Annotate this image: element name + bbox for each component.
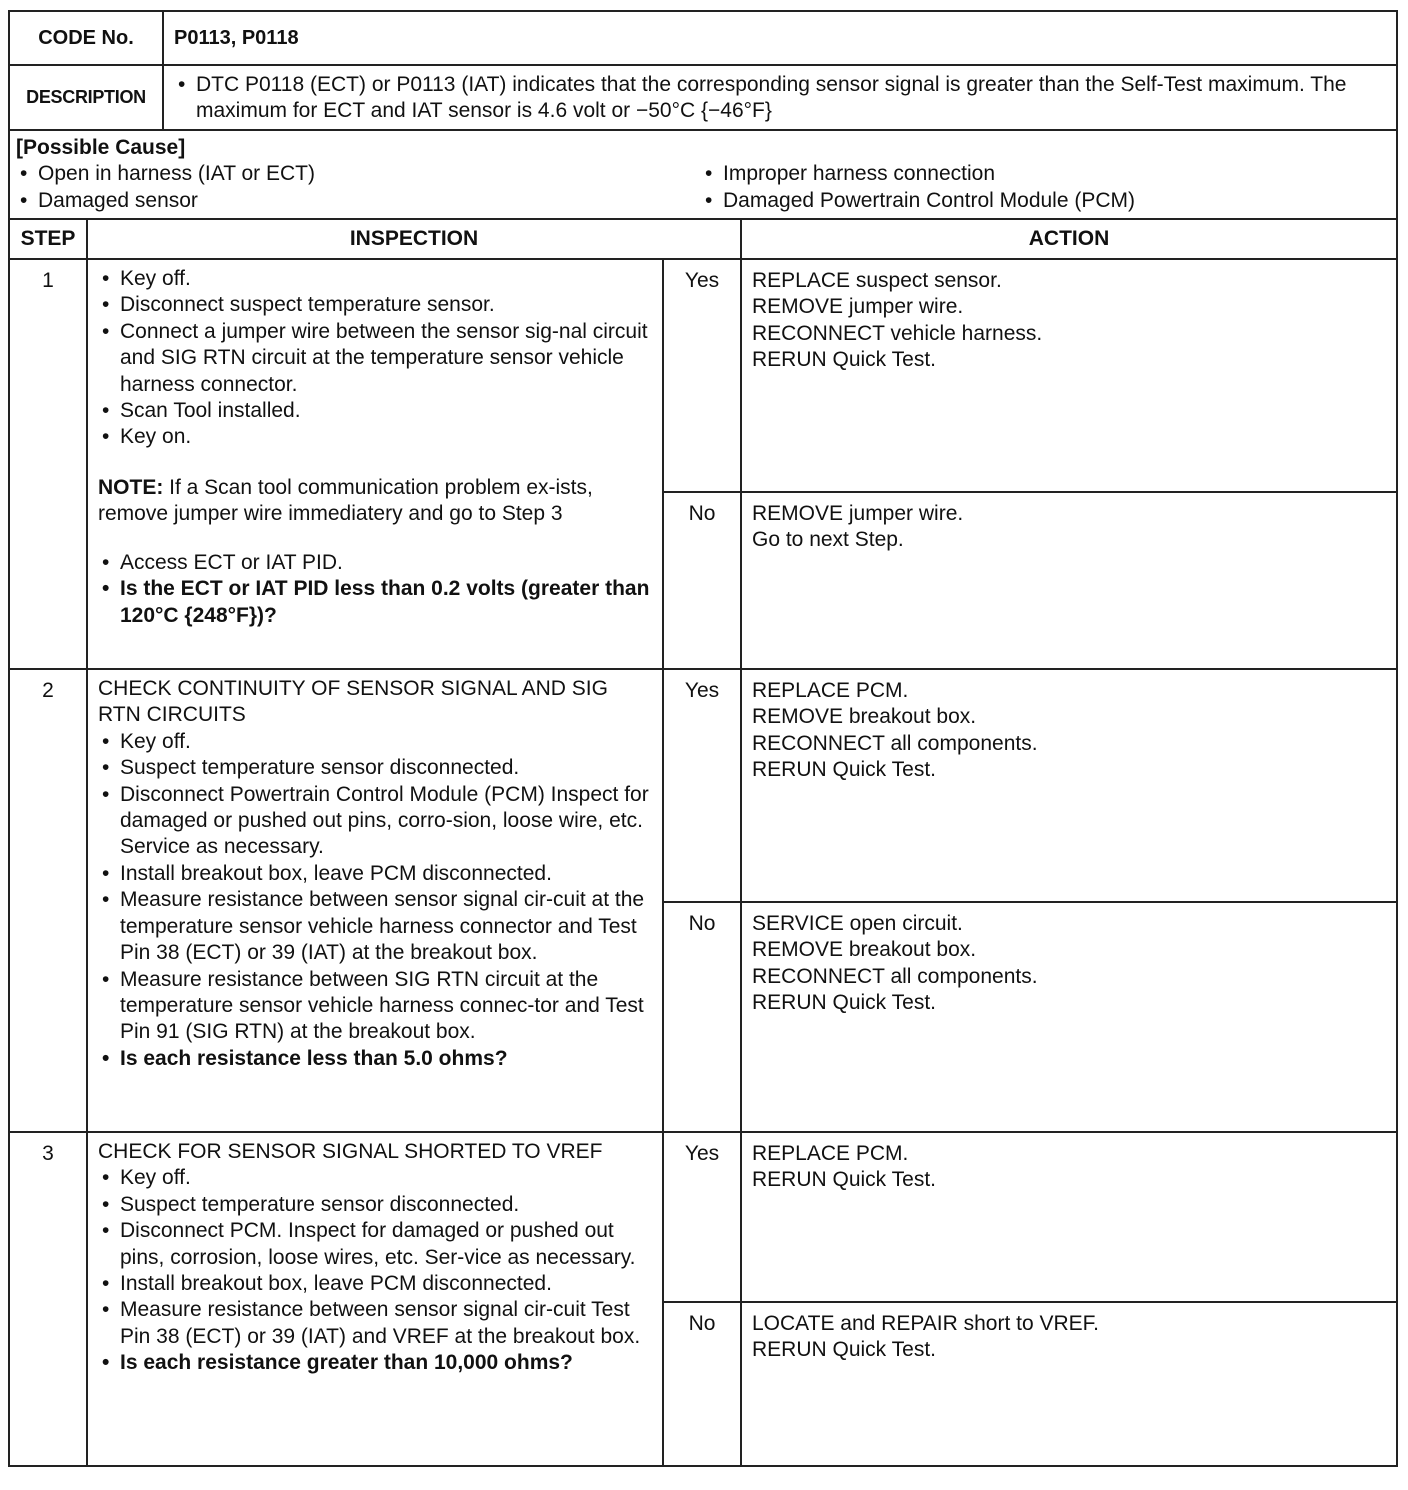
step-2-no-action xyxy=(741,902,1397,1132)
diagnostic-sheet xyxy=(8,10,1396,1467)
action-line: RECONNECT all components. xyxy=(752,731,1038,755)
possible-cause-item: • Open in harness (IAT or ECT) xyxy=(16,161,701,187)
step-number: 3 xyxy=(9,1132,87,1466)
inspection-item: • Scan Tool installed. xyxy=(98,398,654,424)
possible-cause-cell xyxy=(9,130,1397,219)
step-header: STEP xyxy=(9,219,87,259)
action-line: REPLACE suspect sensor. xyxy=(752,269,1002,293)
note-label: NOTE: xyxy=(98,475,164,499)
column-header-row xyxy=(9,219,1397,259)
description-row xyxy=(9,65,1397,130)
inspection-item: • Key on. xyxy=(98,424,654,450)
action-line: LOCATE and REPAIR short to VREF. xyxy=(752,1312,1100,1336)
inspection-item: • Install breakout box, leave PCM disconnected. xyxy=(98,861,654,887)
action-line: RERUN Quick Test. xyxy=(752,758,936,782)
yes-label: Yes xyxy=(663,259,741,492)
action-line: REPLACE PCM. xyxy=(752,679,909,703)
description-text-cell xyxy=(163,65,1397,130)
no-label: No xyxy=(663,1302,741,1466)
action-line: Go to next Step. xyxy=(752,528,904,552)
action-line: REPLACE PCM. xyxy=(752,1142,909,1166)
inspection-item: • Connect a jumper wire between the sensor sig-nal circuit and SIG RTN circuit at the temperature sensor vehicle harness connector. xyxy=(98,319,654,398)
action-line: REMOVE jumper wire. xyxy=(752,502,964,526)
possible-cause-item: • Damaged Powertrain Control Module (PCM) xyxy=(701,188,1386,214)
inspection-item: • Access ECT or IAT PID. xyxy=(98,550,654,576)
action-line: REMOVE breakout box. xyxy=(752,938,977,962)
step-3-inspection xyxy=(87,1132,663,1466)
inspection-item: • Measure resistance between sensor signal cir-cuit Test Pin 38 (ECT) or 39 (IAT) and VREF at the breakout box. xyxy=(98,1297,654,1350)
description-text: • DTC P0118 (ECT) or P0113 (IAT) indicates that the corresponding sensor signal is greater than the Self-Test maximum. The maximum for ECT and IAT sensor is 4.6 volt or −50°C {−46°F} xyxy=(174,72,1386,125)
step-1-inspection xyxy=(87,259,663,669)
step-2-yes-action xyxy=(741,669,1397,902)
step-1-no-action xyxy=(741,492,1397,669)
no-label: No xyxy=(663,902,741,1132)
step-3-yes-action xyxy=(741,1132,1397,1302)
step-1-yes-action xyxy=(741,259,1397,492)
code-row xyxy=(9,11,1397,65)
possible-cause-title: [Possible Cause] xyxy=(16,135,186,159)
inspection-heading: CHECK CONTINUITY OF SENSOR SIGNAL AND SIG RTN CIRCUITS xyxy=(98,677,608,727)
inspection-item: • Measure resistance between SIG RTN circuit at the temperature sensor vehicle harness connec-tor and Test Pin 91 (SIG RTN) at the breakout box. xyxy=(98,967,654,1046)
description-label: DESCRIPTION xyxy=(9,65,163,130)
inspection-item: • Disconnect PCM. Inspect for damaged or pushed out pins, corrosion, loose wires, etc. Ser-vice as necessary. xyxy=(98,1218,654,1271)
action-line: RERUN Quick Test. xyxy=(752,1168,936,1192)
possible-cause-left-list xyxy=(16,161,701,214)
action-line: RERUN Quick Test. xyxy=(752,348,936,372)
note-text: If a Scan tool communication problem ex-ists, remove jumper wire immediatery and go to Step 3 xyxy=(98,475,593,526)
action-line: RERUN Quick Test. xyxy=(752,991,936,1015)
diagnostic-table xyxy=(8,10,1398,1467)
action-line: REMOVE jumper wire. xyxy=(752,295,964,319)
inspection-item: • Suspect temperature sensor disconnected. xyxy=(98,1192,654,1218)
no-label: No xyxy=(663,492,741,669)
step-1-yes-row xyxy=(9,259,1397,492)
inspection-item: • Measure resistance between sensor signal cir-cuit at the temperature sensor vehicle harness connector and Test Pin 38 (ECT) or 39 (IAT) at the breakout box. xyxy=(98,887,654,966)
inspection-item: • Key off. xyxy=(98,1165,654,1191)
action-line: RECONNECT all components. xyxy=(752,964,1038,988)
code-label: CODE No. xyxy=(9,11,163,65)
inspection-item: • Key off. xyxy=(98,266,654,292)
inspection-question: • Is the ECT or IAT PID less than 0.2 volts (greater than 120°C {248°F})? xyxy=(98,576,654,629)
step-1-note xyxy=(98,475,654,528)
step-2-yes-row xyxy=(9,669,1397,902)
possible-cause-right-list xyxy=(701,161,1386,214)
inspection-question: • Is each resistance less than 5.0 ohms? xyxy=(98,1046,654,1072)
action-line: SERVICE open circuit. xyxy=(752,912,963,936)
possible-cause-item: • Damaged sensor xyxy=(16,188,701,214)
yes-label: Yes xyxy=(663,1132,741,1302)
step-3-yes-row xyxy=(9,1132,1397,1302)
action-line: RECONNECT vehicle harness. xyxy=(752,321,1043,345)
inspection-item: • Key off. xyxy=(98,729,654,755)
step-number: 2 xyxy=(9,669,87,1132)
possible-cause-row xyxy=(9,130,1397,219)
action-header: ACTION xyxy=(741,219,1397,259)
step-2-inspection xyxy=(87,669,663,1132)
inspection-header: INSPECTION xyxy=(87,219,741,259)
action-line: RERUN Quick Test. xyxy=(752,1338,936,1362)
inspection-item: • Suspect temperature sensor disconnected. xyxy=(98,755,654,781)
inspection-item: • Disconnect suspect temperature sensor. xyxy=(98,292,654,318)
action-line: REMOVE breakout box. xyxy=(752,705,977,729)
code-value: P0113, P0118 xyxy=(163,11,1397,65)
step-3-no-action xyxy=(741,1302,1397,1466)
inspection-question: • Is each resistance greater than 10,000 ohms? xyxy=(98,1350,654,1376)
yes-label: Yes xyxy=(663,669,741,902)
step-number: 1 xyxy=(9,259,87,669)
inspection-item: • Disconnect Powertrain Control Module (PCM) Inspect for damaged or pushed out pins, corro-sion, loose wire, etc. Service as necessary. xyxy=(98,782,654,861)
possible-cause-item: • Improper harness connection xyxy=(701,161,1386,187)
inspection-heading: CHECK FOR SENSOR SIGNAL SHORTED TO VREF xyxy=(98,1140,603,1164)
inspection-item: • Install breakout box, leave PCM disconnected. xyxy=(98,1271,654,1297)
